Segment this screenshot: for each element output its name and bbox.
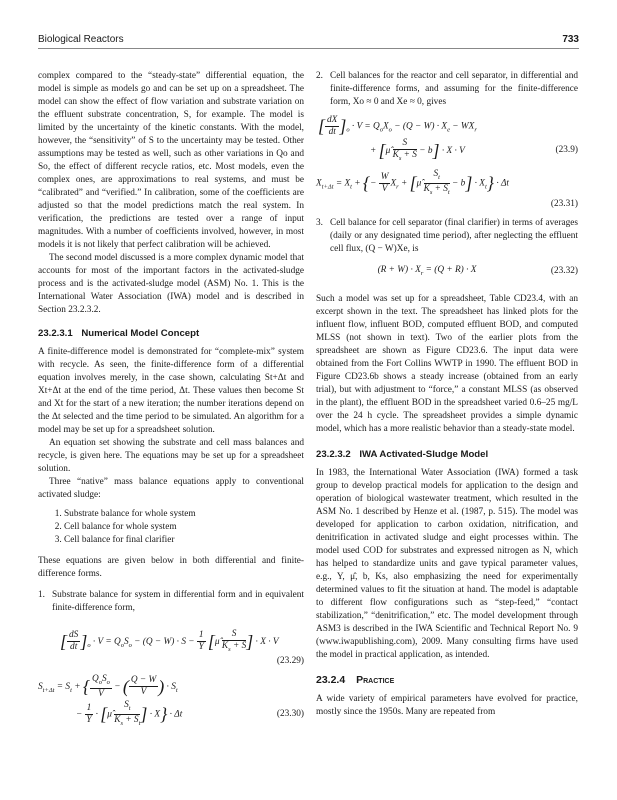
item-number: 2. (316, 71, 323, 81)
numbered-item (316, 70, 578, 109)
section-title: IWA Activated-Sludge Model (359, 449, 489, 461)
list-item: 2. Cell balance for whole system (64, 521, 304, 534)
page-number: 733 (562, 34, 579, 45)
numbered-item (38, 589, 304, 615)
paragraph: complex compared to the “steady-state” differential equation, the model is simple as models go and can be set up on a spreadsheet. The model can show the effect of flow variation and substrate variation on the effluent substrate concentration, S, for example. The model is limited by the uncertainty of the kinetic constants. With the model, however, the “sensitivity” of S to the uncertainty may be tested. Other assumptions may be tested as well, such as other variations in Qo and So, the effect of different recycle ratios, etc. Most models, even the complex ones, are approximations to real systems, and must be “calibrated” and “verified.” In calibration, some of the coefficients are adjusted so that the model predictions match the real system. In verification, the predictions are tested over a range of input magnitudes. With a number of coefficients involved, however, in most models it is not likely that perfect calibration will be achieved. (38, 71, 304, 250)
section-number: 23.2.3.2 (316, 449, 351, 461)
paragraph: Three “native” mass balance equations apply to conventional activated sludge: (38, 477, 304, 500)
list-item: 3. Cell balance for final clarifier (64, 534, 304, 547)
running-title: Biological Reactors (38, 34, 124, 45)
section-heading (38, 327, 304, 340)
running-header (38, 34, 579, 49)
balance-list (38, 508, 304, 547)
section-heading (316, 448, 578, 461)
item-number: 1. (38, 590, 45, 600)
paragraph: An equation set showing the substrate and cell mass balances and recycle, is given here. The equations may be set up for a spreadsheet solution. (38, 438, 304, 474)
item-text: Substrate balance for system in differential form and in equivalent finite-difference form, (52, 590, 304, 613)
paragraph: A finite-difference model is demonstrated for “complete-mix” system with recycle. As seen, the finite-difference form of a differential equation involves merely, in the case shown, calculating St+Δt and Xt+Δt at the end of the time period, Δt. These values then become St and Xt for the start of a new iteration; the number iterations depend on the Δt selected and the time period to be simulated. An algorithm for a model may be set up for a spreadsheet solution. (38, 347, 304, 435)
equation-23-31 (316, 169, 578, 211)
left-column (38, 70, 304, 733)
equation-body: $(R + W) \cdot X_r = (Q + R) \cdot X$ (377, 264, 477, 277)
equation-23-9 (316, 115, 578, 164)
section-title: Numerical Model Concept (81, 328, 200, 339)
item-text: Cell balance for cell separator (final clarifier) in terms of averages (daily or any designated time period), after neglecting the effluent cell flux, (Q − W)Xe, is (330, 217, 578, 254)
paragraph: In 1983, the International Water Association (IWA) formed a task group to develop practical models for application to the design and operation of biological wastewater treatment, which resulted in the ASM No. 1 described by Henze et al. (1987, p. 515). The model was developed for application to carbon oxidation, nitrification, and denitrification in activated sludge and eight processes within. The model used COD for substrates and expressed nitrogen as N, which has helped to standardize units and gave typical parameter values, e.g., Y, μ̂, b, Ks, also emphasizing the need for experimentally determined values to fit the situation at hand. The model is adaptable to different flow configurations such as “step-feed,” “contact stabilization,” “denitrification,” etc. The model development through ASM3 is described in the IWA Scientific and Technical Report No. 9 (www.iwapublishing.com), 2009. Many consulting firms have used the model in practical application, as intended. (316, 468, 578, 661)
equation-body: $S_{t+\Delta t} = S_t$ + { $\frac{Q_oS_o}{V}$ − ( $\frac{Q - W}{V}$ ) · $S_t$ (38, 673, 178, 699)
equation-line (38, 700, 304, 729)
right-column (316, 70, 578, 719)
paragraph: Such a model was set up for a spreadsheet, Table CD23.4, with an excerpt shown in the text. The spreadsheet has linked plots for the influent flow, influent BOD, computed effluent BOD, and computed MLSS (not shown in text). Two of the earlier plots from the spreadsheet are shown as Figure CD23.6. The input data were obtained from the Fort Collins WWTP in 1990. The effluent BOD in Figure CD23.6b shows a steady increase (obtained from an early trial), but with adjustment to “force,” a constant MLSS (as observed in the plant), the effluent BOD in the spreadsheet varied 0.6–25 mg/L over the 24 h cycle. The spreadsheet provides a simple dynamic model, which has a more realistic behavior than a steady-state model. (316, 294, 578, 435)
equation-number: (23.9) (555, 145, 578, 156)
equation-23-32 (316, 264, 578, 280)
equation-23-30 (38, 674, 304, 729)
equation-body: [ $\frac{dS}{dt}$ ]$_o \cdot V = Q_oS_o - (Q - W) \cdot S$ − $\frac{1}{Y}$ [μ̂ $\frac{S}{K_s + S}$ ] · X · V (60, 629, 279, 653)
paragraph: These equations are given below in both differential and finite-difference forms. (38, 556, 304, 579)
paragraph: The second model discussed is a more complex dynamic model that accounts for most of the important factors in the activated-sludge process and is the activated-sludge model (ASM) No. 1. This is the International Water Association (IWA) model and is described in Section 23.2.3.2. (38, 253, 304, 315)
item-number: 3. (316, 217, 323, 228)
numbered-item (316, 217, 578, 256)
section-heading (316, 674, 578, 687)
section-number: 23.2.3.1 (38, 328, 73, 339)
equation-body: [ $\frac{dX}{dt}$ ]$_o \cdot V = Q_oX_o - (Q - W) \cdot X_e - WX_r$ (318, 115, 477, 137)
item-text: Cell balances for the reactor and cell separator, in differential and finite-difference forms, and assuming for the finite-difference form, Xo ≈ 0 and Xe ≈ 0, gives (330, 71, 578, 107)
paragraph: A wide variety of empirical parameters have evolved for practice, mostly since the 1950s. Many are repeated from (316, 694, 578, 718)
equation-body: + [μ̂ $\frac{S}{K_s + S}$ − b] · X · V (370, 138, 465, 162)
equation-body: $X_{t+\Delta t} = X_t$ + {− $\frac{W}{V}$ $X_r$ + [μ̂ $\frac{S_t}{K_s + S_t}$ − $b] \cdot X_t\} \cdot \Delta t$ (316, 168, 510, 196)
list-item: 1. Substrate balance for whole system (64, 508, 304, 521)
equation-number: (23.31) (550, 198, 578, 209)
equation-line (316, 138, 578, 164)
section-title: Practice (356, 674, 395, 687)
equation-23-29 (38, 629, 304, 668)
equation-number: (23.32) (550, 266, 578, 276)
section-number: 23.2.4 (316, 674, 346, 687)
equation-number: (23.30) (276, 708, 304, 719)
equation-number: (23.29) (276, 655, 304, 666)
equation-body: − $\frac{1}{Y}$ · [μ̂ $\frac{S_t}{K_s + S_t}$ ] · X} · Δt (76, 699, 183, 727)
